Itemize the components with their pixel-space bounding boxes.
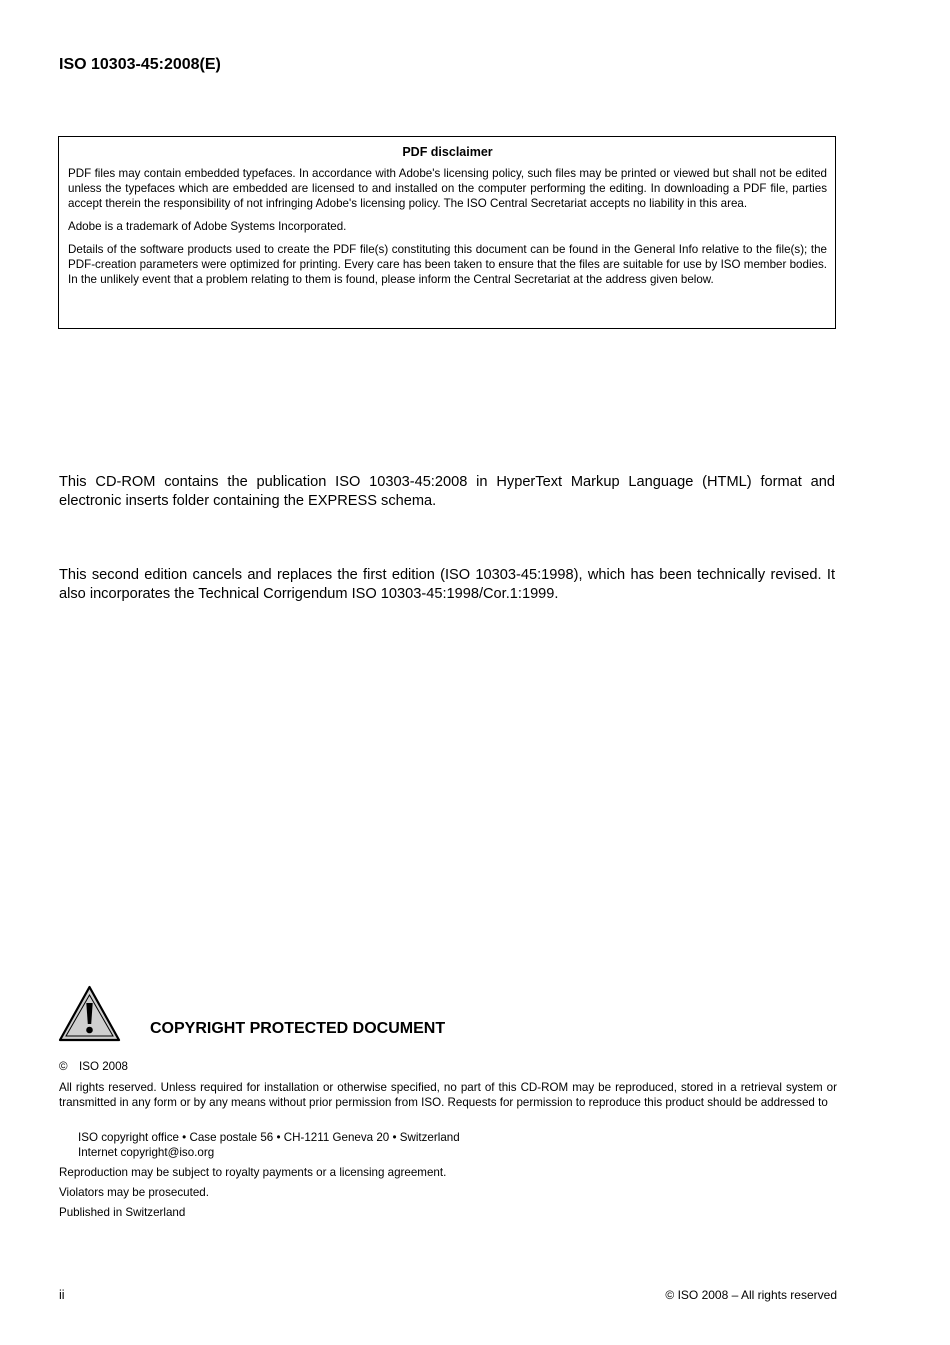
- pdf-disclaimer-box: [58, 136, 836, 329]
- cdrom-paragraph: This CD-ROM contains the publication ISO 10303-45:2008 in HyperText Markup Language (HTML) format and electronic inserts folder containing the EXPRESS schema.: [59, 474, 835, 509]
- copyright-year: ISO 2008: [79, 1060, 128, 1073]
- reproduction-line: Reproduction may be subject to royalty payments or a licensing agreement.: [59, 1166, 447, 1179]
- address-line: ISO copyright office • Case postale 56 • CH-1211 Geneva 20 • Switzerland: [78, 1131, 460, 1144]
- contact-address: [78, 1130, 460, 1160]
- disclaimer-paragraph: Details of the software products used to create the PDF file(s) constituting this document can be found in the General Info relative to the file(s); the PDF-creation parameters were optimized for printing. Every care has been taken to ensure that the files are suitable for use by ISO member bodies. In the unlikely event that a problem relating to them is found, please inform the Central Secretariat at the address given below.: [68, 243, 827, 286]
- document-id: ISO 10303-45:2008(E): [59, 56, 221, 73]
- edition-paragraph: This second edition cancels and replaces the first edition (ISO 10303-45:1998), which has been technically revised. It also incorporates the Technical Corrigendum ISO 10303-45:1998/Cor.1:1999.: [59, 567, 835, 602]
- footer-copyright: © ISO 2008 – All rights reserved: [665, 1288, 837, 1302]
- rights-paragraph: All rights reserved. Unless required for installation or otherwise specified, no part of this CD-ROM may be reproduced, stored in a retrieval system or transmitted in any form or by any means without prior permission from ISO. Requests for permission to reproduce this product should be addressed to: [59, 1081, 837, 1109]
- disclaimer-paragraph: PDF files may contain embedded typefaces. In accordance with Adobe's licensing policy, such files may be printed or viewed but shall not be edited unless the typefaces which are embedded are licensed to and installed on the computer performing the editing. In downloading a PDF file, parties accept therein the responsibility of not infringing Adobe's licensing policy. The ISO Central Secretariat accepts no liability in this area.: [68, 167, 827, 210]
- disclaimer-title: PDF disclaimer: [402, 145, 493, 159]
- copyright-title: COPYRIGHT PROTECTED DOCUMENT: [150, 1020, 446, 1037]
- violators-line: Violators may be prosecuted.: [59, 1186, 209, 1199]
- disclaimer-paragraph: Adobe is a trademark of Adobe Systems Incorporated.: [68, 220, 347, 233]
- copyright-year-line: [59, 1059, 128, 1074]
- page-number: ii: [59, 1288, 65, 1302]
- internet-line: Internet copyright@iso.org: [78, 1146, 215, 1159]
- warning-triangle-icon: [58, 985, 121, 1042]
- copyright-symbol: ©: [59, 1060, 68, 1073]
- published-line: Published in Switzerland: [59, 1206, 186, 1219]
